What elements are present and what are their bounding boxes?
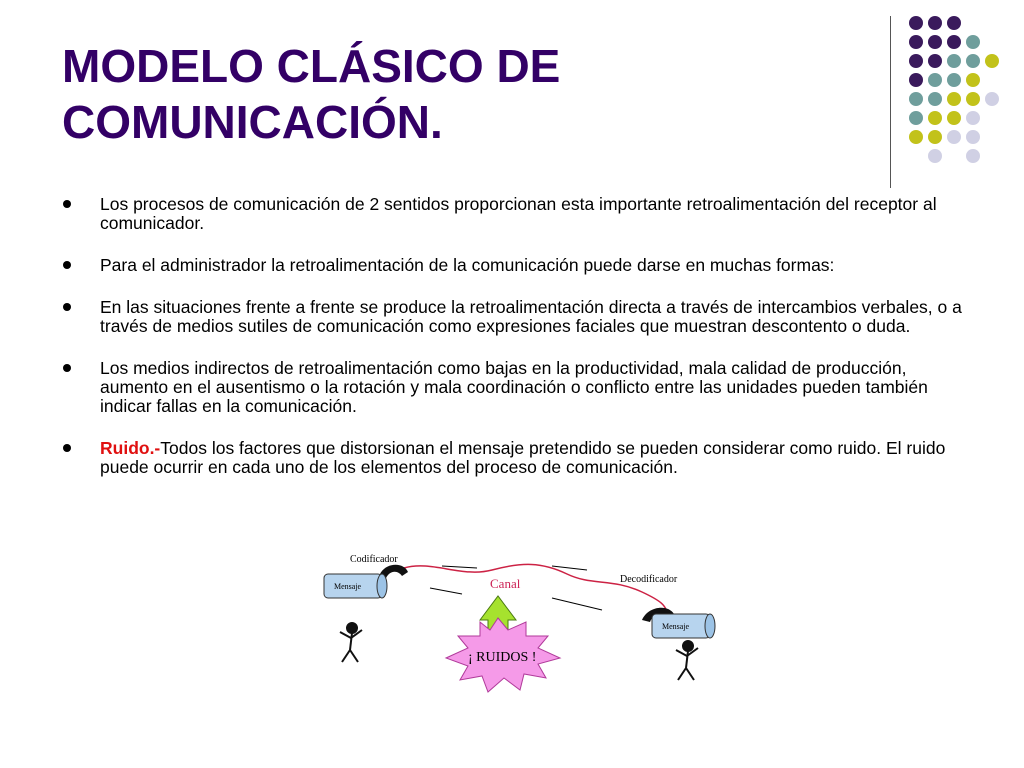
dot [928,111,942,125]
dot [909,111,923,125]
slide-title [62,38,842,150]
dot [947,111,961,125]
bullet-item [100,359,970,416]
dot [928,73,942,87]
communication-diagram [312,548,722,698]
dot [985,54,999,68]
dot [928,16,942,30]
bullet-marker [63,444,71,452]
arrow-left-return [430,588,462,594]
dot [966,111,980,125]
dot [947,130,961,144]
sender-figure-icon [340,623,362,662]
dot [909,35,923,49]
dot [966,149,980,163]
dot [909,92,923,106]
bullet-text: Para el administrador la retroalimentación de la comunicación puede darse en muchas formas: [100,255,835,275]
canal-label: Canal [490,576,521,591]
dot [947,16,961,30]
dot [966,73,980,87]
ruidos-label: ¡ RUIDOS ! [468,650,537,665]
dot [966,92,980,106]
dot [909,54,923,68]
bullet-item [100,256,970,275]
dot [947,92,961,106]
title-line-2: COMUNICACIÓN. [62,96,443,148]
bullet-item [100,195,970,233]
receiver-figure-icon [676,641,698,680]
dot [985,92,999,106]
dot [966,54,980,68]
bullet-text: Los medios indirectos de retroalimentación como bajas en la productividad, mala calidad de producción, aumento en el ausentismo o la rotación y mala coordinación o conflicto entre las unidades pueden también indicar fallas en la comunicación. [100,358,928,416]
bullet-marker [63,303,71,311]
dot [966,130,980,144]
dot [909,16,923,30]
bullet-item [100,439,970,477]
arrow-top-left [442,566,477,568]
dot [909,130,923,144]
bullet-item [100,298,970,336]
bullet-marker [63,261,71,269]
ruido-highlight: Ruido.- [100,438,161,458]
decodificador-label: Decodificador [620,574,678,585]
bullet-text: Todos los factores que distorsionan el mensaje pretendido se pueden considerar como ruido. El ruido puede ocurrir en cada uno de los elementos del proceso de comunicación. [100,438,946,477]
dot [947,73,961,87]
dot [947,54,961,68]
dot [928,35,942,49]
bullet-marker [63,364,71,372]
bullet-list [100,195,970,500]
arrow-return [552,598,602,610]
dot [947,35,961,49]
title-line-1: MODELO CLÁSICO DE [62,40,561,92]
title-divider [890,16,891,188]
dot [928,149,942,163]
dot [928,54,942,68]
dot [928,92,942,106]
right-message-label: Mensaje [662,622,690,631]
dot [966,35,980,49]
dot [928,130,942,144]
bullet-text: Los procesos de comunicación de 2 sentidos proporcionan esta importante retroalimentación del receptor al comunicador. [100,194,937,233]
codificador-label: Codificador [350,554,398,565]
decorative-dot-grid [907,14,1011,174]
dot [909,73,923,87]
bullet-marker [63,200,71,208]
channel-line [404,564,672,618]
bullet-text: En las situaciones frente a frente se produce la retroalimentación directa a través de intercambios verbales, o a través de medios sutiles de comunicación como expresiones faciales que muestran descontento o duda. [100,297,962,336]
left-message-label: Mensaje [334,582,362,591]
